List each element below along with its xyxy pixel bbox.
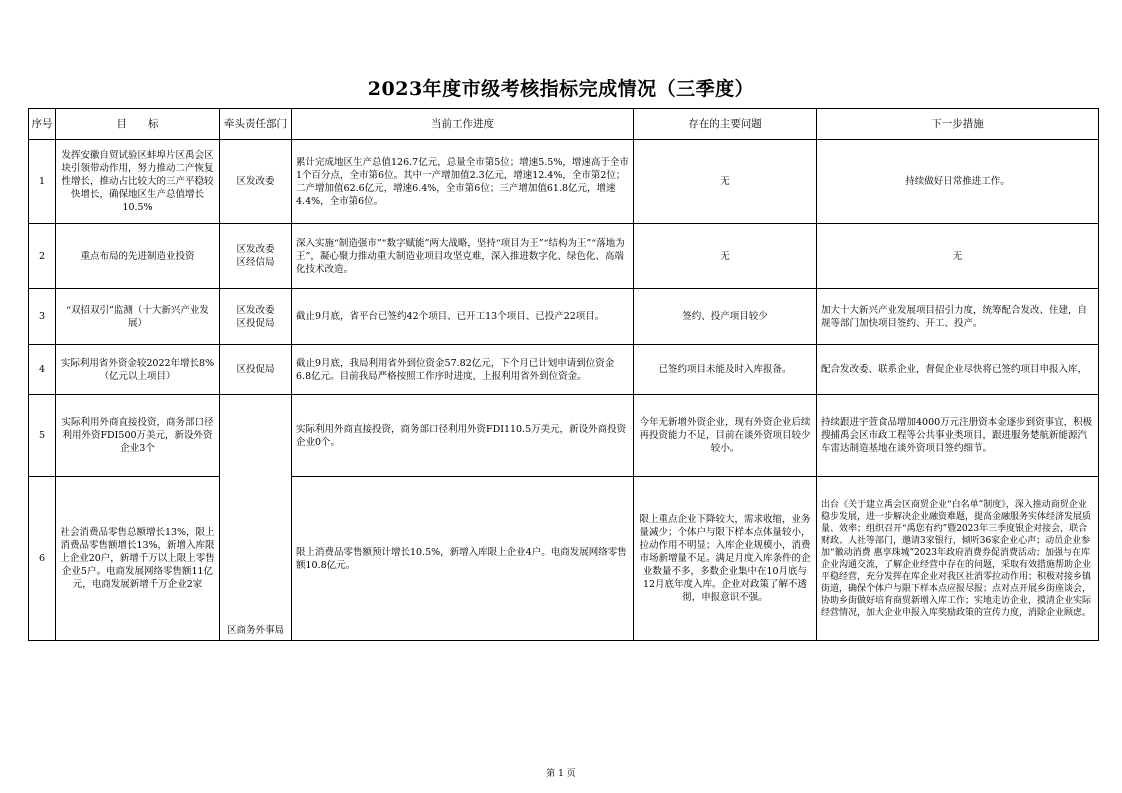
- row-next: 无: [817, 224, 1099, 289]
- row-index: 6: [29, 477, 56, 641]
- row-dept: 区发改委: [220, 140, 292, 224]
- row-issues: 无: [634, 224, 817, 289]
- row-next: 持续跟进宇萱食品增加4000万元注册资本金逐步到资事宜，积极搜捕禹会区市政工程等公共事业类项目，跟进服务楚航新能源汽车雷达制造基地在谈外资项目签约细节。: [817, 395, 1099, 477]
- header-index: 序号: [29, 109, 56, 140]
- row-next: 加大十大新兴产业发展项目招引力度，统筹配合发改、住建，自规等部门加快项目签约、开工、投产。: [817, 289, 1099, 345]
- table-header-row: [29, 109, 1099, 140]
- row-progress: 限上消费品零售额预计增长10.5%，新增入库限上企业4户。电商发展网络零售额10.8亿元。: [292, 477, 634, 641]
- indicator-table: [28, 108, 1099, 641]
- table-row: [29, 140, 1099, 224]
- row-next: 出台《关于建立禹会区商贸企业“白名单”制度》，深入推动商贸企业稳步发展，进一步解决企业融资难题，提高金融服务实体经济发展质量、效率；组织召开“禹您有约”暨2023年三季度银企对接会，联合财政、人社等部门，邀请3家银行，倾听36家企业心声；动员企业参加“徽动消费 惠享珠城”2023年政府消费券促消费活动；加强与在库企业沟通交流，了解企业经营中存在的问题，采取有效措施帮助企业平稳经营，充分发挥在库企业对我区社消零拉动作用；积极对接乡镇街道，确保个体户与限下样本点应报尽报；点对点开展乡街座谈会，协助乡街做好培育商贸新增入库工作；实地走访企业，摸清企业实际经营情况，加大企业申报入库奖励政策的宣传力度，消除企业顾虑。: [817, 477, 1099, 641]
- page-title: 2023年度市级考核指标完成情况（三季度）: [367, 78, 755, 100]
- row-progress: 累计完成地区生产总值126.7亿元，总量全市第5位；增速5.5%，增速高于全市1个百分点，全市第6位。其中一产增加值2.3亿元，增速12.4%，全市第2位；二产增加值62.6亿元，增速6.4%，全市第6位；三产增加值61.8亿元，增速4.4%，全市第6位。: [292, 140, 634, 224]
- page-number: 第 1 页: [546, 769, 576, 779]
- row-dept-merged: 区商务外事局: [220, 395, 292, 641]
- table-row: [29, 477, 1099, 641]
- row-issues: 签约、投产项目较少: [634, 289, 817, 345]
- row-index: 5: [29, 395, 56, 477]
- row-goal: 社会消费品零售总额增长13%，限上消费品零售额增长13%，新增入库限上企业20户，新增千万以上限上零售企业5户。电商发展网络零售额11亿元，电商发展新增千万企业2家: [56, 477, 220, 641]
- row-progress: 截止9月底，省平台已签约42个项目、已开工13个项目、已投产22项目。: [292, 289, 634, 345]
- header-next: 下一步措施: [817, 109, 1099, 140]
- row-progress: 实际利用外商直接投资，商务部口径利用外资FDI110.5万美元，新设外商投资企业0个。: [292, 395, 634, 477]
- row-issues: 无: [634, 140, 817, 224]
- row-goal: “双招双引”监测（十大新兴产业发展）: [56, 289, 220, 345]
- table-row: [29, 395, 1099, 477]
- row-index: 2: [29, 224, 56, 289]
- row-goal: 实际利用省外资金较2022年增长8%（亿元以上项目）: [56, 345, 220, 395]
- table-row: [29, 289, 1099, 345]
- row-index: 3: [29, 289, 56, 345]
- row-next: 持续做好日常推进工作。: [817, 140, 1099, 224]
- row-dept: 区投促局: [220, 345, 292, 395]
- row-issues: 限上重点企业下降较大，需求收缩，业务量减少；个体户与限下样本点体量较小，拉动作用不明显；入库企业规模小，消费市场新增量不足。满足月度入库条件的企业数量不多，多数企业集中在10月底与12月底年度入库。企业对政策了解不透彻，申报意识不强。: [634, 477, 817, 641]
- table-row: [29, 345, 1099, 395]
- row-next: 配合发改委、联系企业，督促企业尽快将已签约项目申报入库，: [817, 345, 1099, 395]
- header-dept: 牵头责任部门: [220, 109, 292, 140]
- row-issues: 今年无新增外资企业，现有外资企业后续再投资能力不足，目前在谈外资项目较少较小。: [634, 395, 817, 477]
- row-dept: 区发改委 区投促局: [220, 289, 292, 345]
- row-progress: 截止9月底，我局利用省外到位资金57.82亿元，下个月已计划申请到位资金6.8亿元。目前我局严格按照工作序时进度，上报利用省外到位资金。: [292, 345, 634, 395]
- row-goal: 实际利用外商直接投资，商务部口径利用外资FDI500万美元，新设外资企业3个: [56, 395, 220, 477]
- table-row: [29, 224, 1099, 289]
- row-index: 4: [29, 345, 56, 395]
- row-progress: 深入实施“制造强市”“数字赋能”两大战略，坚持“项目为王”“结构为王”“落地为王”，凝心聚力推动重大制造业项目攻坚克难，深入推进数字化、绿色化、高端化技术改造。: [292, 224, 634, 289]
- header-issues: 存在的主要问题: [634, 109, 817, 140]
- row-goal: 重点布局的先进制造业投资: [56, 224, 220, 289]
- row-issues: 已签约项目未能及时入库报备。: [634, 345, 817, 395]
- header-goal: 目 标: [56, 109, 220, 140]
- header-progress: 当前工作进度: [292, 109, 634, 140]
- row-dept: 区发改委 区经信局: [220, 224, 292, 289]
- row-index: 1: [29, 140, 56, 224]
- row-goal: 发挥安徽自贸试验区蚌埠片区禹会区块引领带动作用，努力推动二产恢复性增长，推动占比较大的三产平稳较快增长，确保地区生产总值增长10.5%: [56, 140, 220, 224]
